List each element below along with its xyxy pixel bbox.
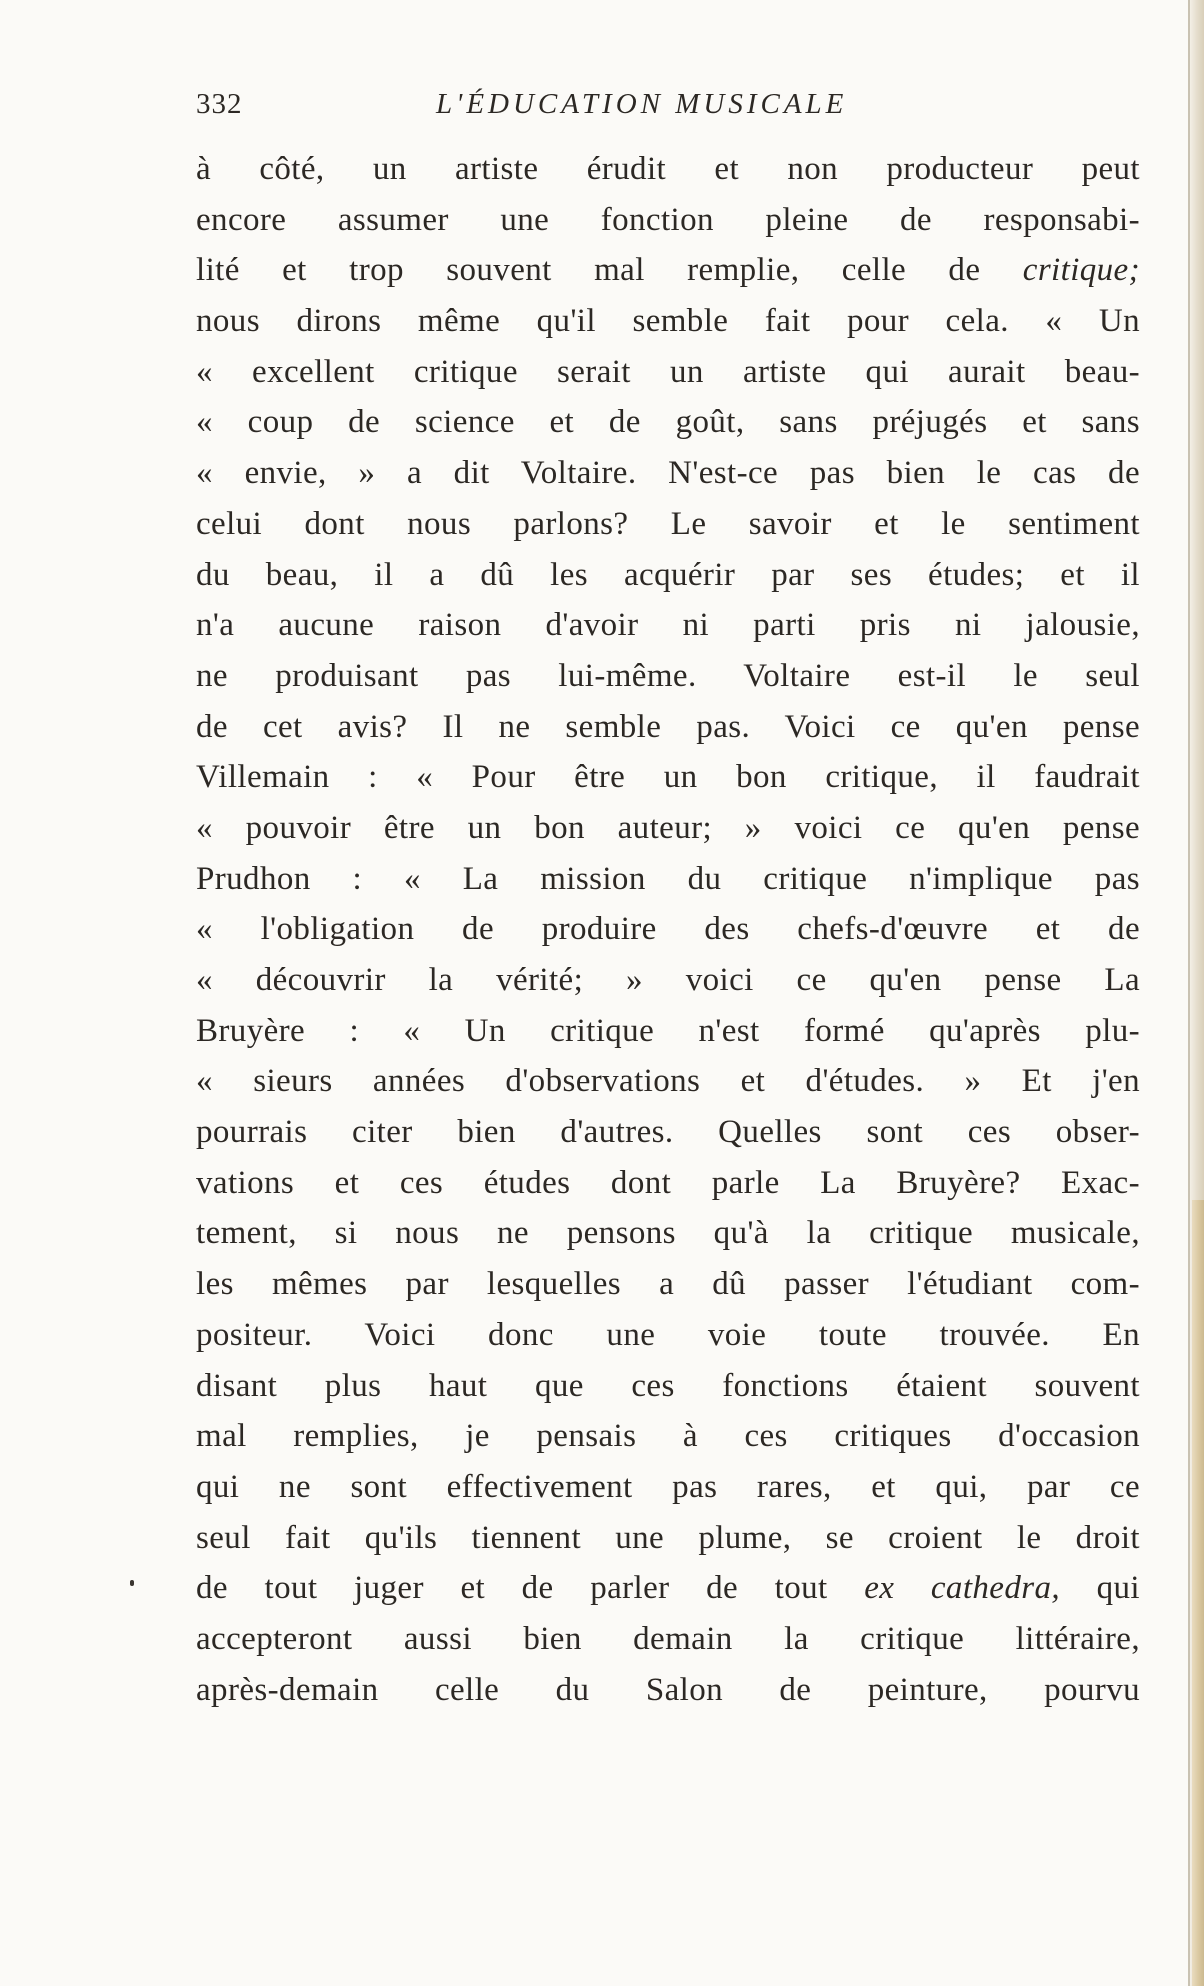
italic-text-segment: critique; [1022,252,1140,289]
text-line: tement, si nous ne pensons qu'à la critique musicale, [196,1215,1140,1252]
text-line: Prudhon : « La mission du critique n'implique pas [196,860,1140,897]
text-line: du beau, il a dû les acquérir par ses études; et il [196,556,1140,593]
text-segment: qui [1060,1570,1140,1607]
text-line: mal remplies, je pensais à ces critiques d'occasion [196,1418,1140,1455]
text-line: seul fait qu'ils tiennent une plume, se croient le droit [196,1519,1140,1556]
italic-text-segment: ex cathedra, [864,1570,1061,1607]
text-line [196,1563,1140,1614]
text-line: pourrais citer bien d'autres. Quelles sont ces obser- [196,1114,1140,1151]
running-header [196,88,1136,128]
text-line: accepteront aussi bien demain la critique littéraire, [196,1620,1140,1657]
text-line: « envie, » a dit Voltaire. N'est-ce pas bien le cas de [196,455,1140,492]
text-line: celui dont nous parlons? Le savoir et le sentiment [196,505,1140,542]
text-line: après-demain celle du Salon de peinture, pourvu [196,1671,1140,1708]
text-line: « sieurs années d'observations et d'études. » Et j'en [196,1063,1140,1100]
text-line: à côté, un artiste érudit et non producteur peut [196,151,1140,187]
text-line: vations et ces études dont parle La Bruyère? Exac- [196,1164,1140,1201]
text-line: nous dirons même qu'il semble fait pour cela. « Un [196,303,1140,340]
text-line: n'a aucune raison d'avoir ni parti pris ni jalousie, [196,607,1140,644]
text-line: « pouvoir être un bon auteur; » voici ce qu'en pense [196,809,1140,846]
text-segment: lité et trop souvent mal remplie, celle de [196,252,1023,289]
text-line: ne produisant pas lui-même. Voltaire est-il le seul [196,657,1140,694]
ink-speck [130,1580,134,1586]
text-line: « découvrir la vérité; » voici ce qu'en pense La [196,962,1140,998]
text-line: Bruyère : « Un critique n'est formé qu'après plu- [196,1012,1140,1049]
text-line: Villemain : « Pour être un bon critique, il faudrait [196,759,1140,796]
text-line [196,245,1140,296]
text-line: « excellent critique serait un artiste qui aurait beau- [196,353,1140,390]
body-text [196,144,1140,1715]
text-line: disant plus haut que ces fonctions étaient souvent [196,1367,1140,1404]
running-title: L'ÉDUCATION MUSICALE [436,88,848,120]
text-line: les mêmes par lesquelles a dû passer l'étudiant com- [196,1266,1140,1303]
text-line: encore assumer une fonction pleine de responsabi- [196,201,1140,238]
text-line: « l'obligation de produire des chefs-d'œuvre et de [196,911,1140,948]
text-segment: de tout juger et de parler de tout [196,1570,865,1607]
text-line: qui ne sont effectivement pas rares, et qui, par ce [196,1468,1140,1505]
text-line: positeur. Voici donc une voie toute trouvée. En [196,1316,1140,1353]
text-line: « coup de science et de goût, sans préjugés et sans [196,404,1140,441]
page-edge-discoloration [1192,1200,1204,1986]
text-line: de cet avis? Il ne semble pas. Voici ce qu'en pense [196,708,1140,745]
page-number: 332 [196,88,243,120]
